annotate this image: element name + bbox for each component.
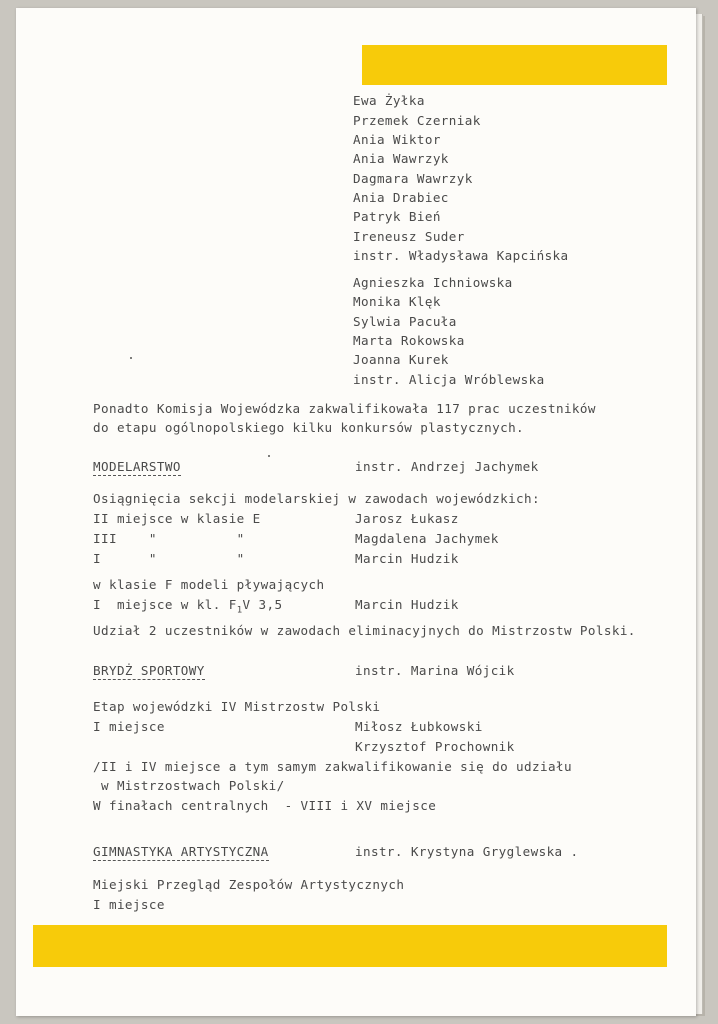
- result-place: I miejsce: [93, 719, 165, 734]
- finals-line: W finałach centralnych - VIII i XV miejsce: [93, 798, 437, 813]
- instructor-line: instr. Alicja Wróblewska: [353, 372, 545, 387]
- result-name: Jarosz Łukasz: [355, 511, 459, 526]
- stage-line: Etap wojewódzki IV Mistrzostw Polski: [93, 699, 381, 714]
- yellow-band-bottom: [33, 925, 667, 967]
- review-line: Miejski Przegląd Zespołów Artystycznych: [93, 877, 405, 892]
- name-line: Ireneusz Suder: [353, 229, 465, 244]
- result-name: Krzysztof Prochownik: [355, 739, 515, 754]
- name-line: Dagmara Wawrzyk: [353, 171, 473, 186]
- scan-speck: [268, 455, 270, 457]
- name-line: Ewa Żyłka: [353, 93, 425, 108]
- commission-line: do etapu ogólnopolskiego kilku konkursów plastycznych.: [93, 420, 525, 435]
- name-line: Monika Klęk: [353, 294, 441, 309]
- qualify-line: /II i IV miejsce a tym samym zakwalifikowanie się do udziału: [93, 759, 572, 774]
- commission-line: Ponadto Komisja Wojewódzka zakwalifikowała 117 prac uczestników: [93, 401, 596, 416]
- result-name: Magdalena Jachymek: [355, 531, 499, 546]
- section-instructor: instr. Krystyna Gryglewska .: [355, 844, 579, 859]
- yellow-band-top: [362, 45, 667, 85]
- section-heading-modelarstwo: MODELARSTWO: [93, 459, 181, 474]
- scan-speck: [130, 357, 132, 359]
- section-intro: Osiągnięcia sekcji modelarskiej w zawodach wojewódzkich:: [93, 491, 540, 506]
- result-place: III " ": [93, 531, 245, 546]
- section-instructor: instr. Marina Wójcik: [355, 663, 515, 678]
- name-line: Agnieszka Ichniowska: [353, 275, 513, 290]
- name-line: Sylwia Pacuła: [353, 314, 457, 329]
- name-line: Ania Drabiec: [353, 190, 449, 205]
- qualify-line: w Mistrzostwach Polski/: [93, 778, 285, 793]
- class-f-line: w klasie F modeli pływających: [93, 577, 325, 592]
- class-f-place: [93, 597, 283, 616]
- result-name: Miłosz Łubkowski: [355, 719, 483, 734]
- name-line: Ania Wiktor: [353, 132, 441, 147]
- result-name: Marcin Hudzik: [355, 551, 459, 566]
- result-place: II miejsce w klasie E: [93, 511, 261, 526]
- participation-note: Udział 2 uczestników w zawodach eliminacyjnych do Mistrzostw Polski.: [93, 623, 636, 638]
- result-name: Marcin Hudzik: [355, 597, 459, 612]
- name-line: Patryk Bień: [353, 209, 441, 224]
- result-place: I " ": [93, 551, 245, 566]
- class-f-subscript: 1: [236, 605, 243, 616]
- instructor-line: instr. Władysława Kapcińska: [353, 248, 569, 263]
- name-line: Joanna Kurek: [353, 352, 449, 367]
- section-heading-gimnastyka: GIMNASTYKA ARTYSTYCZNA: [93, 844, 269, 859]
- name-line: Ania Wawrzyk: [353, 151, 449, 166]
- name-line: Marta Rokowska: [353, 333, 465, 348]
- name-line: Przemek Czerniak: [353, 113, 481, 128]
- class-f-place-text: V 3,5: [242, 597, 283, 612]
- result-place: I miejsce: [93, 897, 165, 912]
- section-heading-brydz: BRYDŻ SPORTOWY: [93, 663, 205, 678]
- class-f-place-text: I miejsce w kl. F: [93, 597, 237, 612]
- section-instructor: instr. Andrzej Jachymek: [355, 459, 539, 474]
